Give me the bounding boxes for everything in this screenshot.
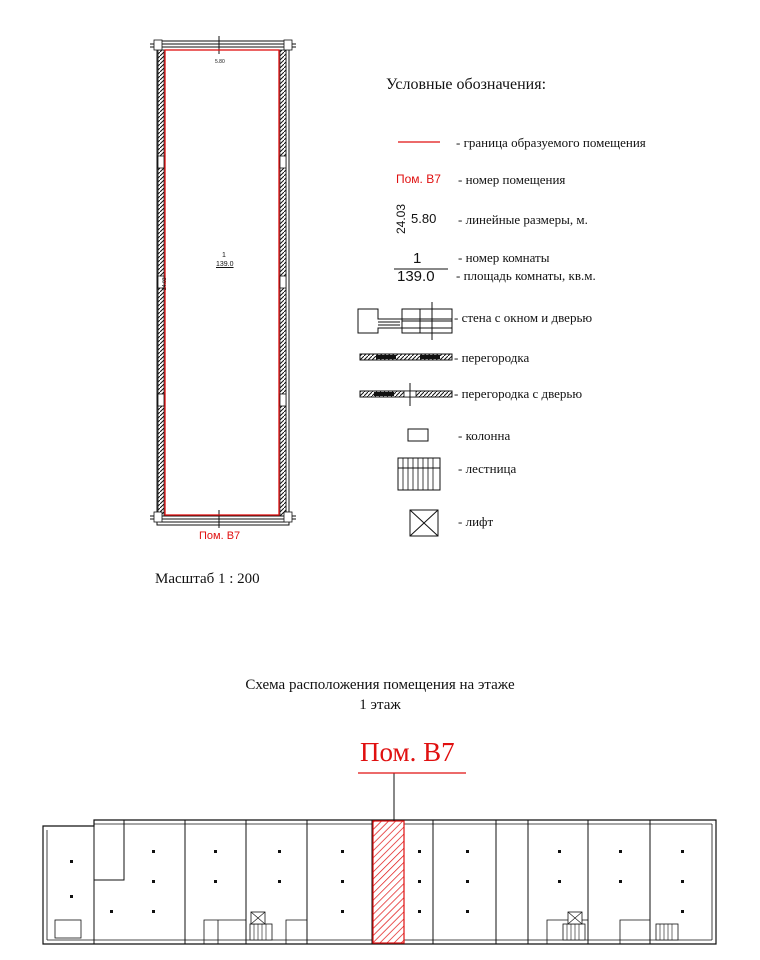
legend-text-boundary: - граница образуемого помещения xyxy=(456,135,646,150)
legend-premise-number-symbol: Пом. В7 xyxy=(396,172,441,186)
legend-stairs-symbol xyxy=(398,458,440,490)
floor-scheme xyxy=(43,773,716,944)
legend-text-partition: - перегородка xyxy=(454,350,530,365)
legend-text-premise-number: - номер помещения xyxy=(458,172,566,187)
plan-top-dimension: 5.80 xyxy=(215,59,225,65)
premise-boundary xyxy=(165,50,279,515)
plan-room-number: 1 xyxy=(222,252,226,259)
plan-premise-label: Пом. В7 xyxy=(199,530,241,542)
legend-room-number-symbol: 1 xyxy=(413,250,422,267)
legend-partition-door-symbol xyxy=(360,383,452,406)
plan-room-area: 139.0 xyxy=(216,261,234,268)
legend-text-room-area: - площадь комнаты, кв.м. xyxy=(456,268,596,283)
legend-text-column: - колонна xyxy=(458,428,511,443)
scheme-premise-label: Пом. В7 xyxy=(360,737,455,767)
legend-text-partition-door: - перегородка с дверью xyxy=(454,386,583,401)
scheme-floor-label: 1 этаж xyxy=(359,697,401,713)
legend-title: Условные обозначения: xyxy=(386,76,547,93)
legend-text-wall: - стена с окном и дверью xyxy=(454,310,593,325)
legend-text-room-number: - номер комнаты xyxy=(458,250,550,265)
legend-partition-symbol xyxy=(360,354,452,360)
legend-column-symbol xyxy=(408,429,428,441)
legend-room-area-symbol: 139.0 xyxy=(397,268,435,285)
legend-text-dimensions: - линейные размеры, м. xyxy=(458,212,588,227)
highlighted-premise xyxy=(373,821,404,943)
legend-text-stairs: - лестница xyxy=(458,461,517,476)
legend-wall-symbol xyxy=(358,302,452,340)
scale-label: Масштаб 1 : 200 xyxy=(155,571,260,587)
plan-side-dimension: 24.03 xyxy=(162,277,168,290)
legend-dimension-vertical: 24.03 xyxy=(394,203,408,234)
legend-dimension-horizontal: 5.80 xyxy=(411,211,437,226)
legend-text-elevator: - лифт xyxy=(458,514,494,529)
legend-elevator-symbol xyxy=(410,510,438,536)
plan-walls xyxy=(150,36,296,528)
scheme-title: Схема расположения помещения на этаже xyxy=(245,677,515,693)
